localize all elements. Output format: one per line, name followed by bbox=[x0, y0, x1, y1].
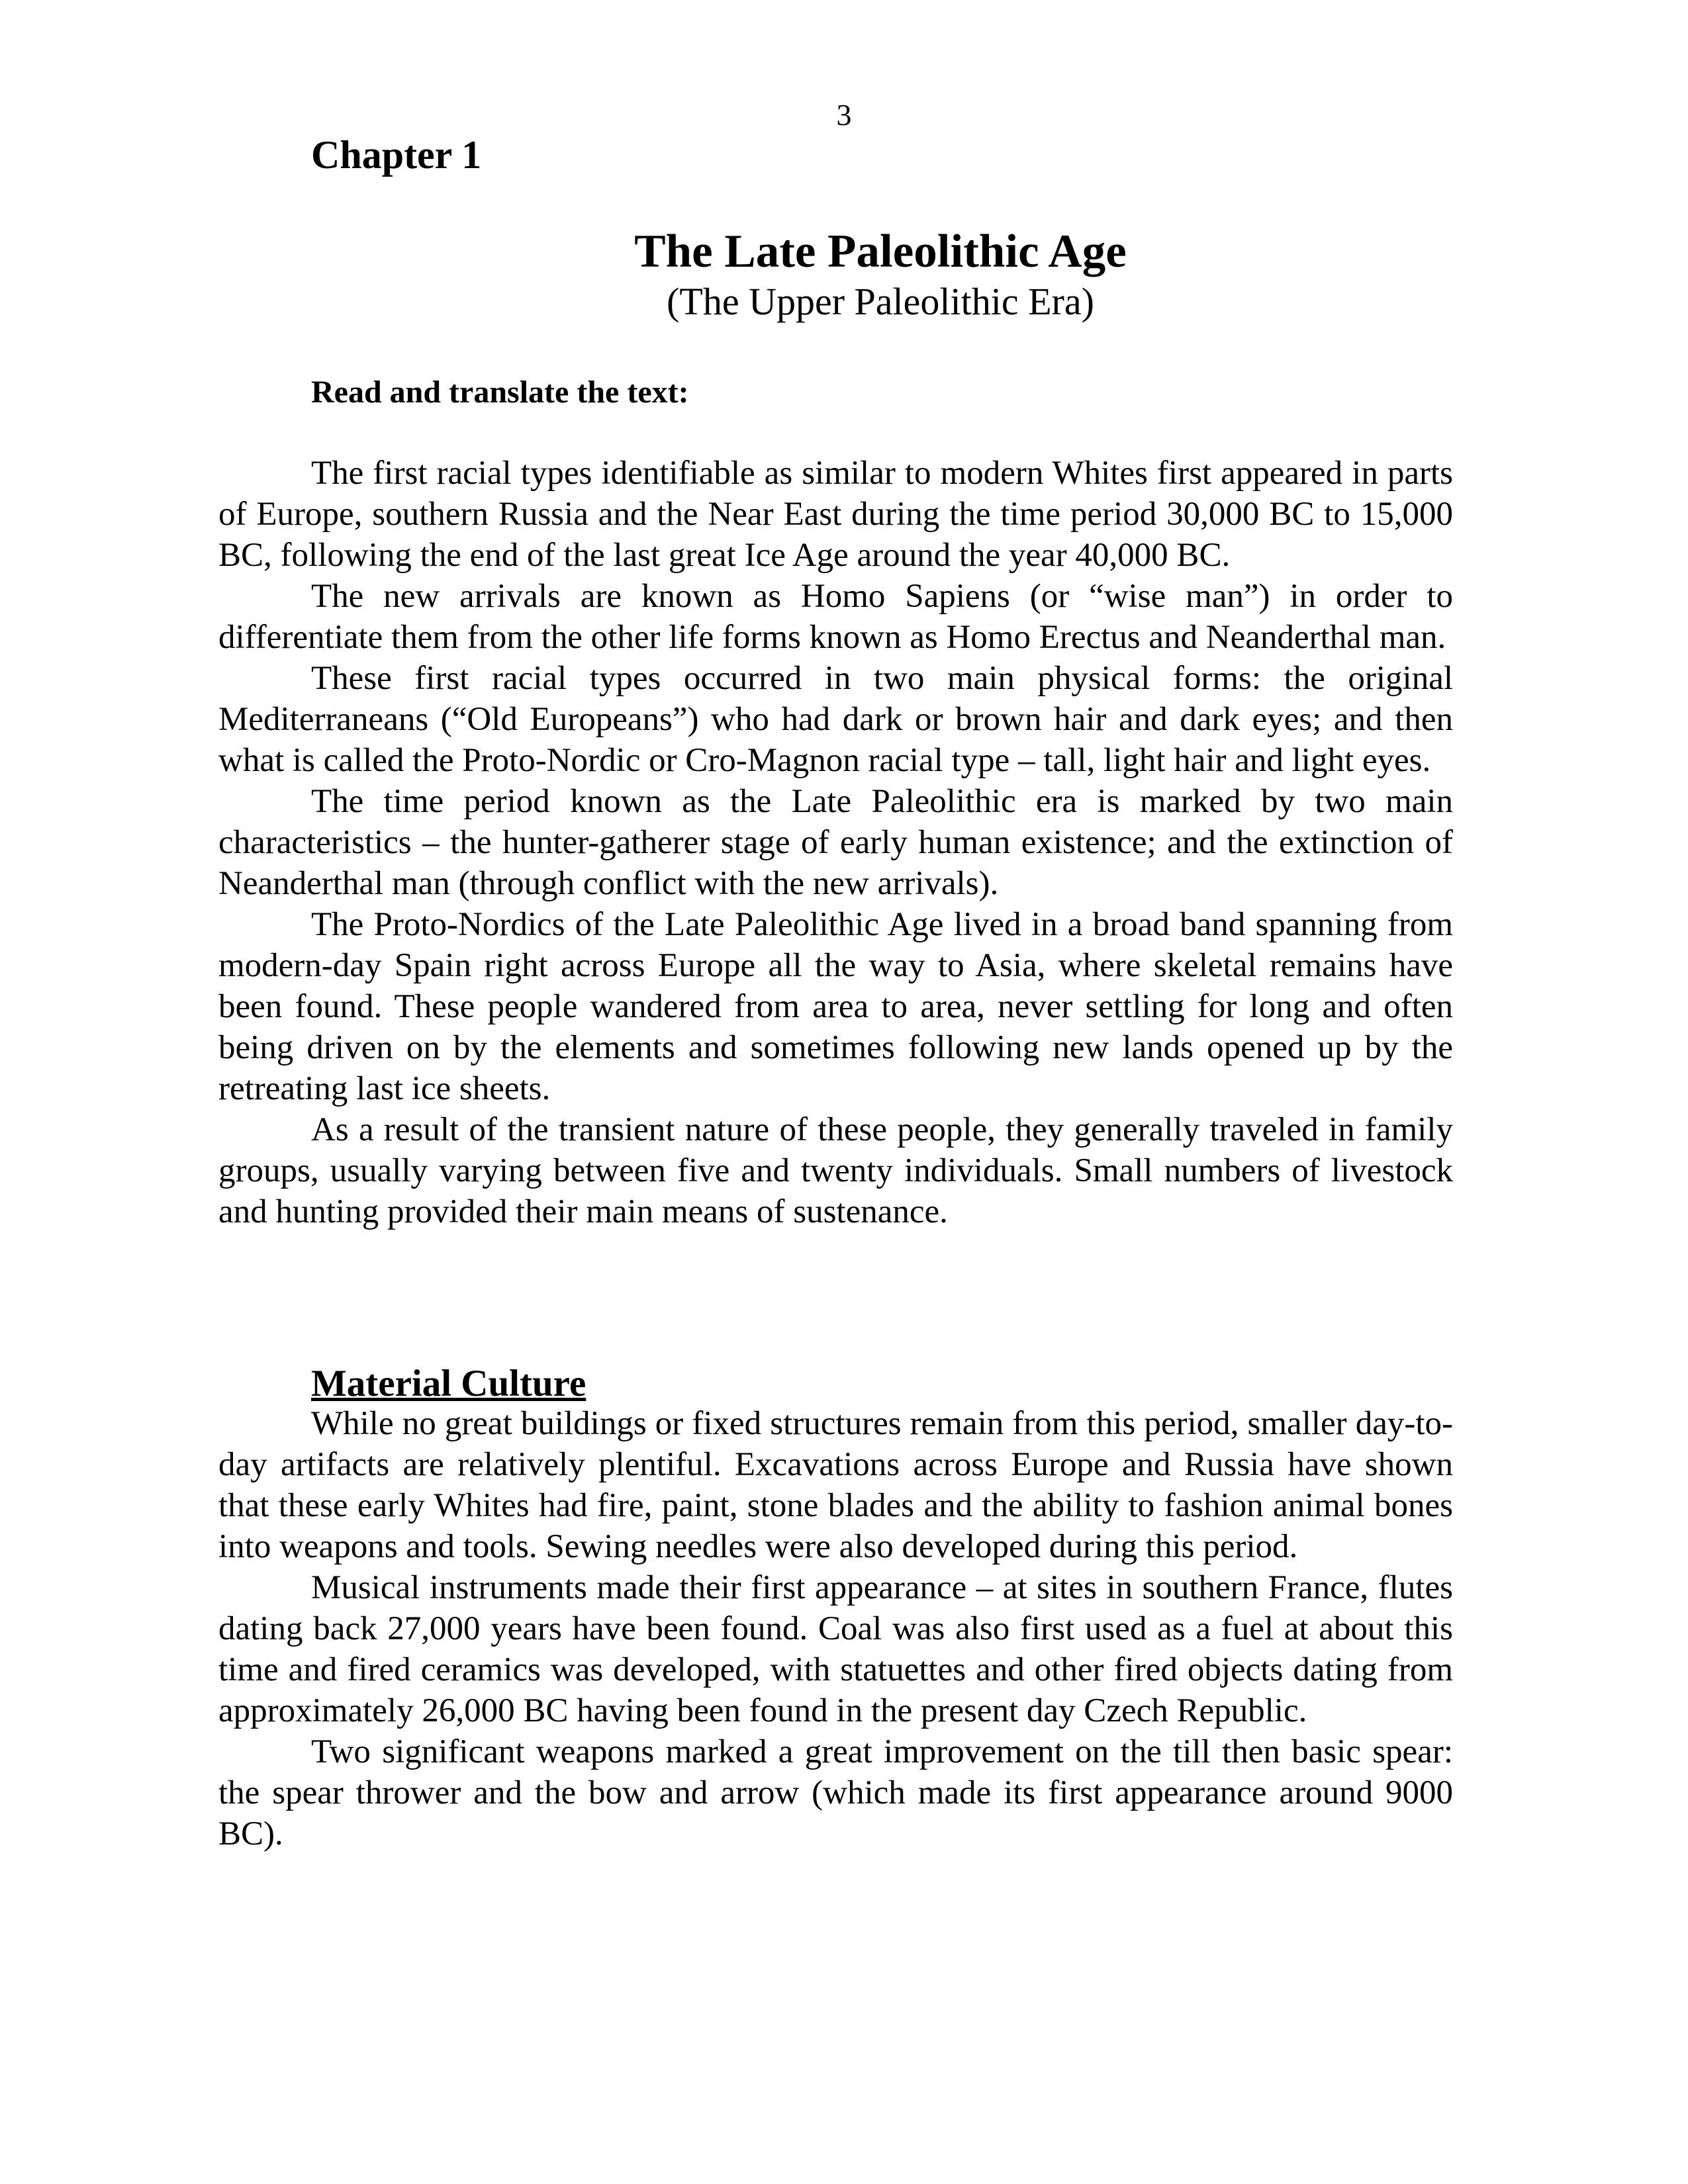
section-heading: Material Culture bbox=[311, 1363, 586, 1404]
chapter-label: Chapter 1 bbox=[311, 133, 482, 177]
paragraph: The Proto-Nordics of the Late Paleolithic Age lived in a broad band spanning from modern-day Spain right across Europe all the way to Asia, where skeletal remains have been found. These people wandered from area to area, never settling for long and often being driven on by the elements and sometimes following new lands opened up by the retreating last ice sheets. bbox=[218, 906, 1453, 1107]
paragraph: The time period known as the Late Paleolithic era is marked by two main characteristics – the hunter-gatherer stage of early human existence; and the extinction of Neanderthal man (through conflict with the new arrivals). bbox=[218, 783, 1453, 902]
chapter-title: The Late Paleolithic Age bbox=[634, 226, 1127, 277]
paragraph: The new arrivals are known as Homo Sapiens (or “wise man”) in order to differentiate them from the other life forms known as Homo Erectus and Neanderthal man. bbox=[218, 578, 1453, 656]
paragraph: These first racial types occurred in two main physical forms: the original Mediterraneans (“Old Europeans”) who had dark or brown hair and dark eyes; and then what is called the Proto-Nordic or Cro-Magnon racial type – tall, light hair and light eyes. bbox=[218, 660, 1453, 779]
paragraph: The first racial types identifiable as similar to modern Whites first appeared in parts of Europe, southern Russia and the Near East during the time period 30,000 BC to 15,000 BC, following the end of the last great Ice Age around the year 40,000 BC. bbox=[218, 455, 1453, 574]
paragraph: Musical instruments made their first appearance – at sites in southern France, flutes dating back 27,000 years have been found. Coal was also first used as a fuel at about this time and fired ceramics was developed, with statuettes and other fired objects dating from approximately 26,000 BC having been found in the present day Czech Republic. bbox=[218, 1569, 1453, 1729]
paragraph: As a result of the transient nature of these people, they generally traveled in family groups, usually varying between five and twenty individuals. Small numbers of livestock and hunting provided their main means of sustenance. bbox=[218, 1111, 1453, 1230]
exercise-instruction: Read and translate the text: bbox=[311, 375, 689, 410]
paragraph: Two significant weapons marked a great improvement on the till then basic spear: the spear thrower and the bow and arrow (which made its first appearance around 9000 BC). bbox=[218, 1733, 1453, 1852]
intro-text bbox=[218, 453, 1453, 1232]
material-culture-text bbox=[218, 1403, 1453, 1854]
page-number: 3 bbox=[836, 98, 852, 132]
paragraph: While no great buildings or fixed structures remain from this period, smaller day-to-day artifacts are relatively plentiful. Excavations across Europe and Russia have shown that these early Whites had fire, paint, stone blades and the ability to fashion animal bones into weapons and tools. Sewing needles were also developed during this period. bbox=[218, 1405, 1453, 1565]
chapter-subtitle: (The Upper Paleolithic Era) bbox=[667, 280, 1094, 323]
